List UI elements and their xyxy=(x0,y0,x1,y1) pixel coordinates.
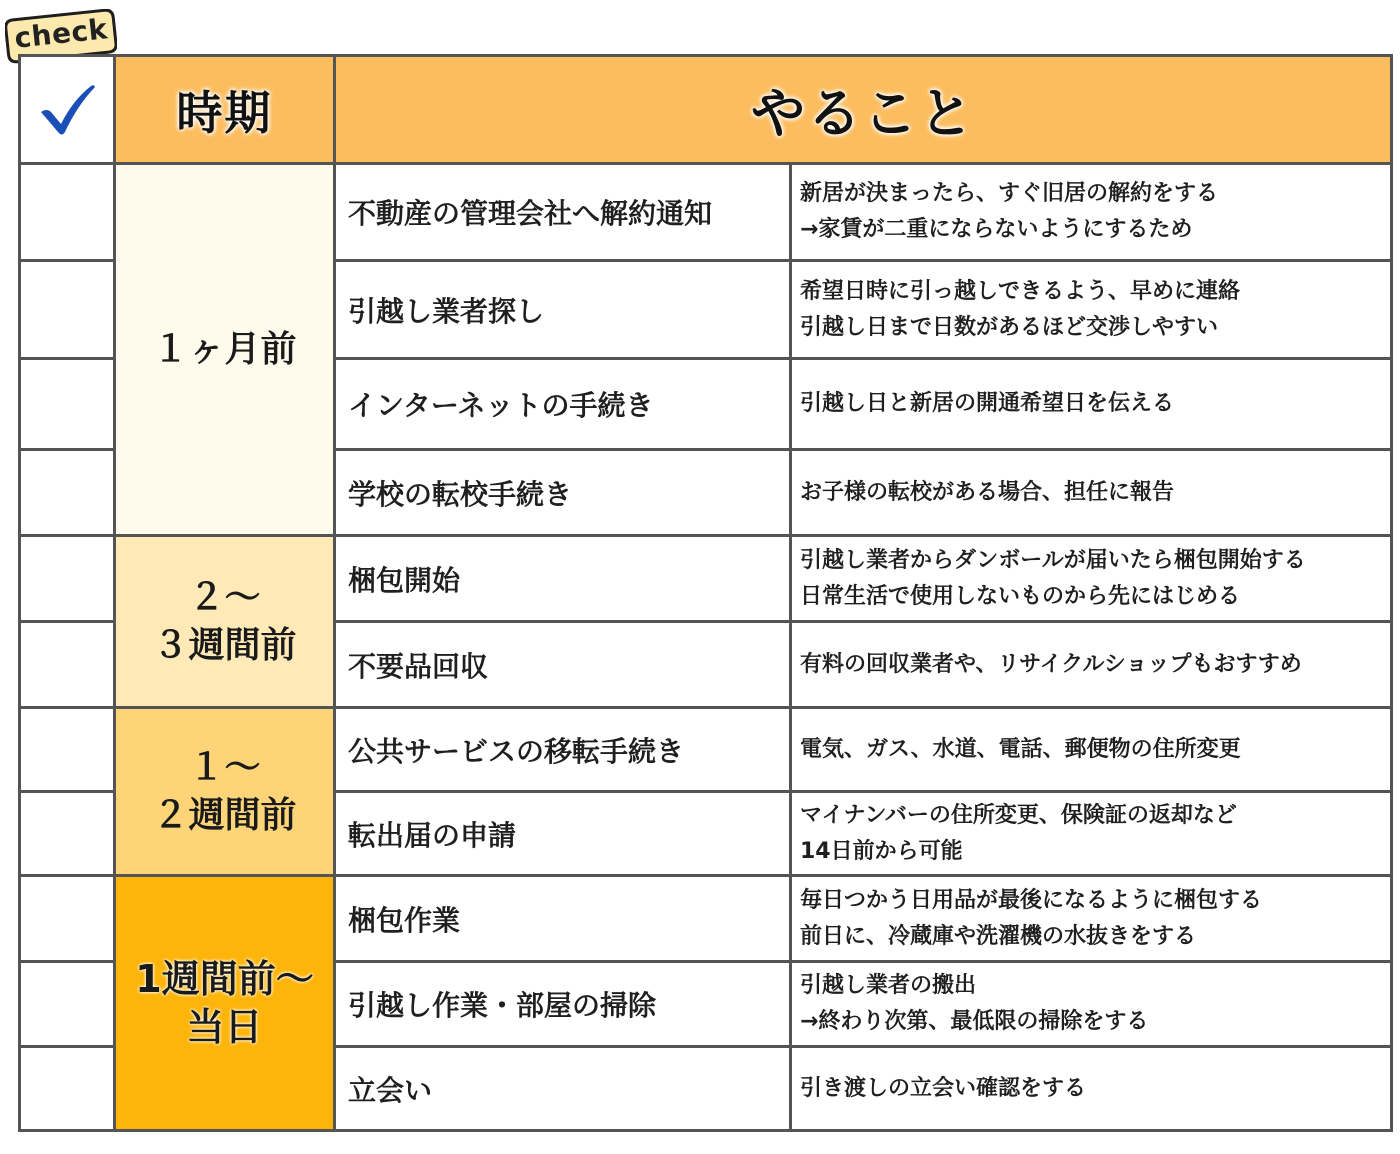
task-detail xyxy=(791,708,1392,792)
task-label: インターネットの手続き xyxy=(335,359,791,450)
task-label: 梱包開始 xyxy=(335,536,791,622)
row-checkbox[interactable] xyxy=(20,261,115,359)
task-detail xyxy=(791,450,1392,536)
period-line: ３週間前 xyxy=(152,624,297,666)
table-row xyxy=(20,876,1392,962)
task-label: 学校の転校手続き xyxy=(335,450,791,536)
detail-line: 引き渡しの立会い確認をする xyxy=(800,1075,1087,1101)
detail-line: →家賃が二重にならないようにするため xyxy=(800,217,1193,242)
task-label: 立会い xyxy=(335,1047,791,1131)
task-detail xyxy=(791,962,1392,1047)
task-label: 引越し業者探し xyxy=(335,261,791,359)
task-detail xyxy=(791,876,1392,962)
task-label: 不要品回収 xyxy=(335,622,791,708)
period-line: １～ xyxy=(188,746,261,788)
period-line: ２～ xyxy=(188,576,261,618)
detail-line: 引越し日まで日数があるほど交渉しやすい xyxy=(800,314,1219,340)
detail-line: 14日前から可能 xyxy=(800,838,963,864)
detail-line: 新居が決まったら、すぐ旧居の解約をする xyxy=(800,181,1219,206)
task-label: 公共サービスの移転手続き xyxy=(335,708,791,792)
detail-line: マイナンバーの住所変更、保険証の返却など xyxy=(800,802,1237,828)
table-row xyxy=(20,164,1392,261)
period-label: １ヶ月前 xyxy=(152,328,297,370)
row-checkbox[interactable] xyxy=(20,1047,115,1131)
detail-line: 引越し日と新居の開通希望日を伝える xyxy=(800,391,1175,416)
checkmark-icon xyxy=(37,82,97,138)
table-row xyxy=(20,708,1392,792)
period-line: ２週間前 xyxy=(152,794,297,836)
detail-line: 日常生活で使用しないものから先にはじめる xyxy=(800,583,1241,609)
period-1-2-weeks-before xyxy=(115,708,335,876)
period-line: 1週間前～ xyxy=(135,957,314,1001)
task-label: 梱包作業 xyxy=(335,876,791,962)
task-detail xyxy=(791,359,1392,450)
check-tag-label: check xyxy=(12,12,110,55)
task-label: 不動産の管理会社へ解約通知 xyxy=(335,164,791,261)
task-detail xyxy=(791,792,1392,876)
row-checkbox[interactable] xyxy=(20,164,115,261)
row-checkbox[interactable] xyxy=(20,708,115,792)
header-todo: やること xyxy=(335,56,1392,164)
detail-line: 有料の回収業者や、リサイクルショップもおすすめ xyxy=(800,651,1302,677)
header-check-cell xyxy=(20,56,115,164)
row-checkbox[interactable] xyxy=(20,450,115,536)
period-week-before-to-day xyxy=(115,876,335,1131)
task-detail xyxy=(791,164,1392,261)
task-label: 転出届の申請 xyxy=(335,792,791,876)
row-checkbox[interactable] xyxy=(20,792,115,876)
period-2-3-weeks-before xyxy=(115,536,335,708)
header-period: 時期 xyxy=(115,56,335,164)
task-detail xyxy=(791,622,1392,708)
detail-line: 前日に、冷蔵庫や洗濯機の水抜きをする xyxy=(800,923,1197,949)
checklist-table xyxy=(18,54,1393,1132)
period-1-month-before xyxy=(115,164,335,536)
detail-line: お子様の転校がある場合、担任に報告 xyxy=(800,479,1175,505)
detail-line: 希望日時に引っ越しできるよう、早めに連絡 xyxy=(800,278,1241,304)
table-row xyxy=(20,536,1392,622)
detail-line: 毎日つかう日用品が最後になるように梱包する xyxy=(800,887,1263,913)
row-checkbox[interactable] xyxy=(20,359,115,450)
row-checkbox[interactable] xyxy=(20,962,115,1047)
row-checkbox[interactable] xyxy=(20,536,115,622)
detail-line: 電気、ガス、水道、電話、郵便物の住所変更 xyxy=(800,736,1241,762)
task-detail xyxy=(791,261,1392,359)
period-line: 当日 xyxy=(186,1005,263,1049)
row-checkbox[interactable] xyxy=(20,876,115,962)
task-detail xyxy=(791,536,1392,622)
detail-line: 引越し業者からダンボールが届いたら梱包開始する xyxy=(800,547,1306,573)
detail-line: 引越し業者の搬出 xyxy=(800,973,977,998)
task-detail xyxy=(791,1047,1392,1131)
detail-line: →終わり次第、最低限の掃除をする xyxy=(800,1009,1149,1034)
row-checkbox[interactable] xyxy=(20,622,115,708)
task-label: 引越し作業・部屋の掃除 xyxy=(335,962,791,1047)
header-row xyxy=(20,56,1392,164)
